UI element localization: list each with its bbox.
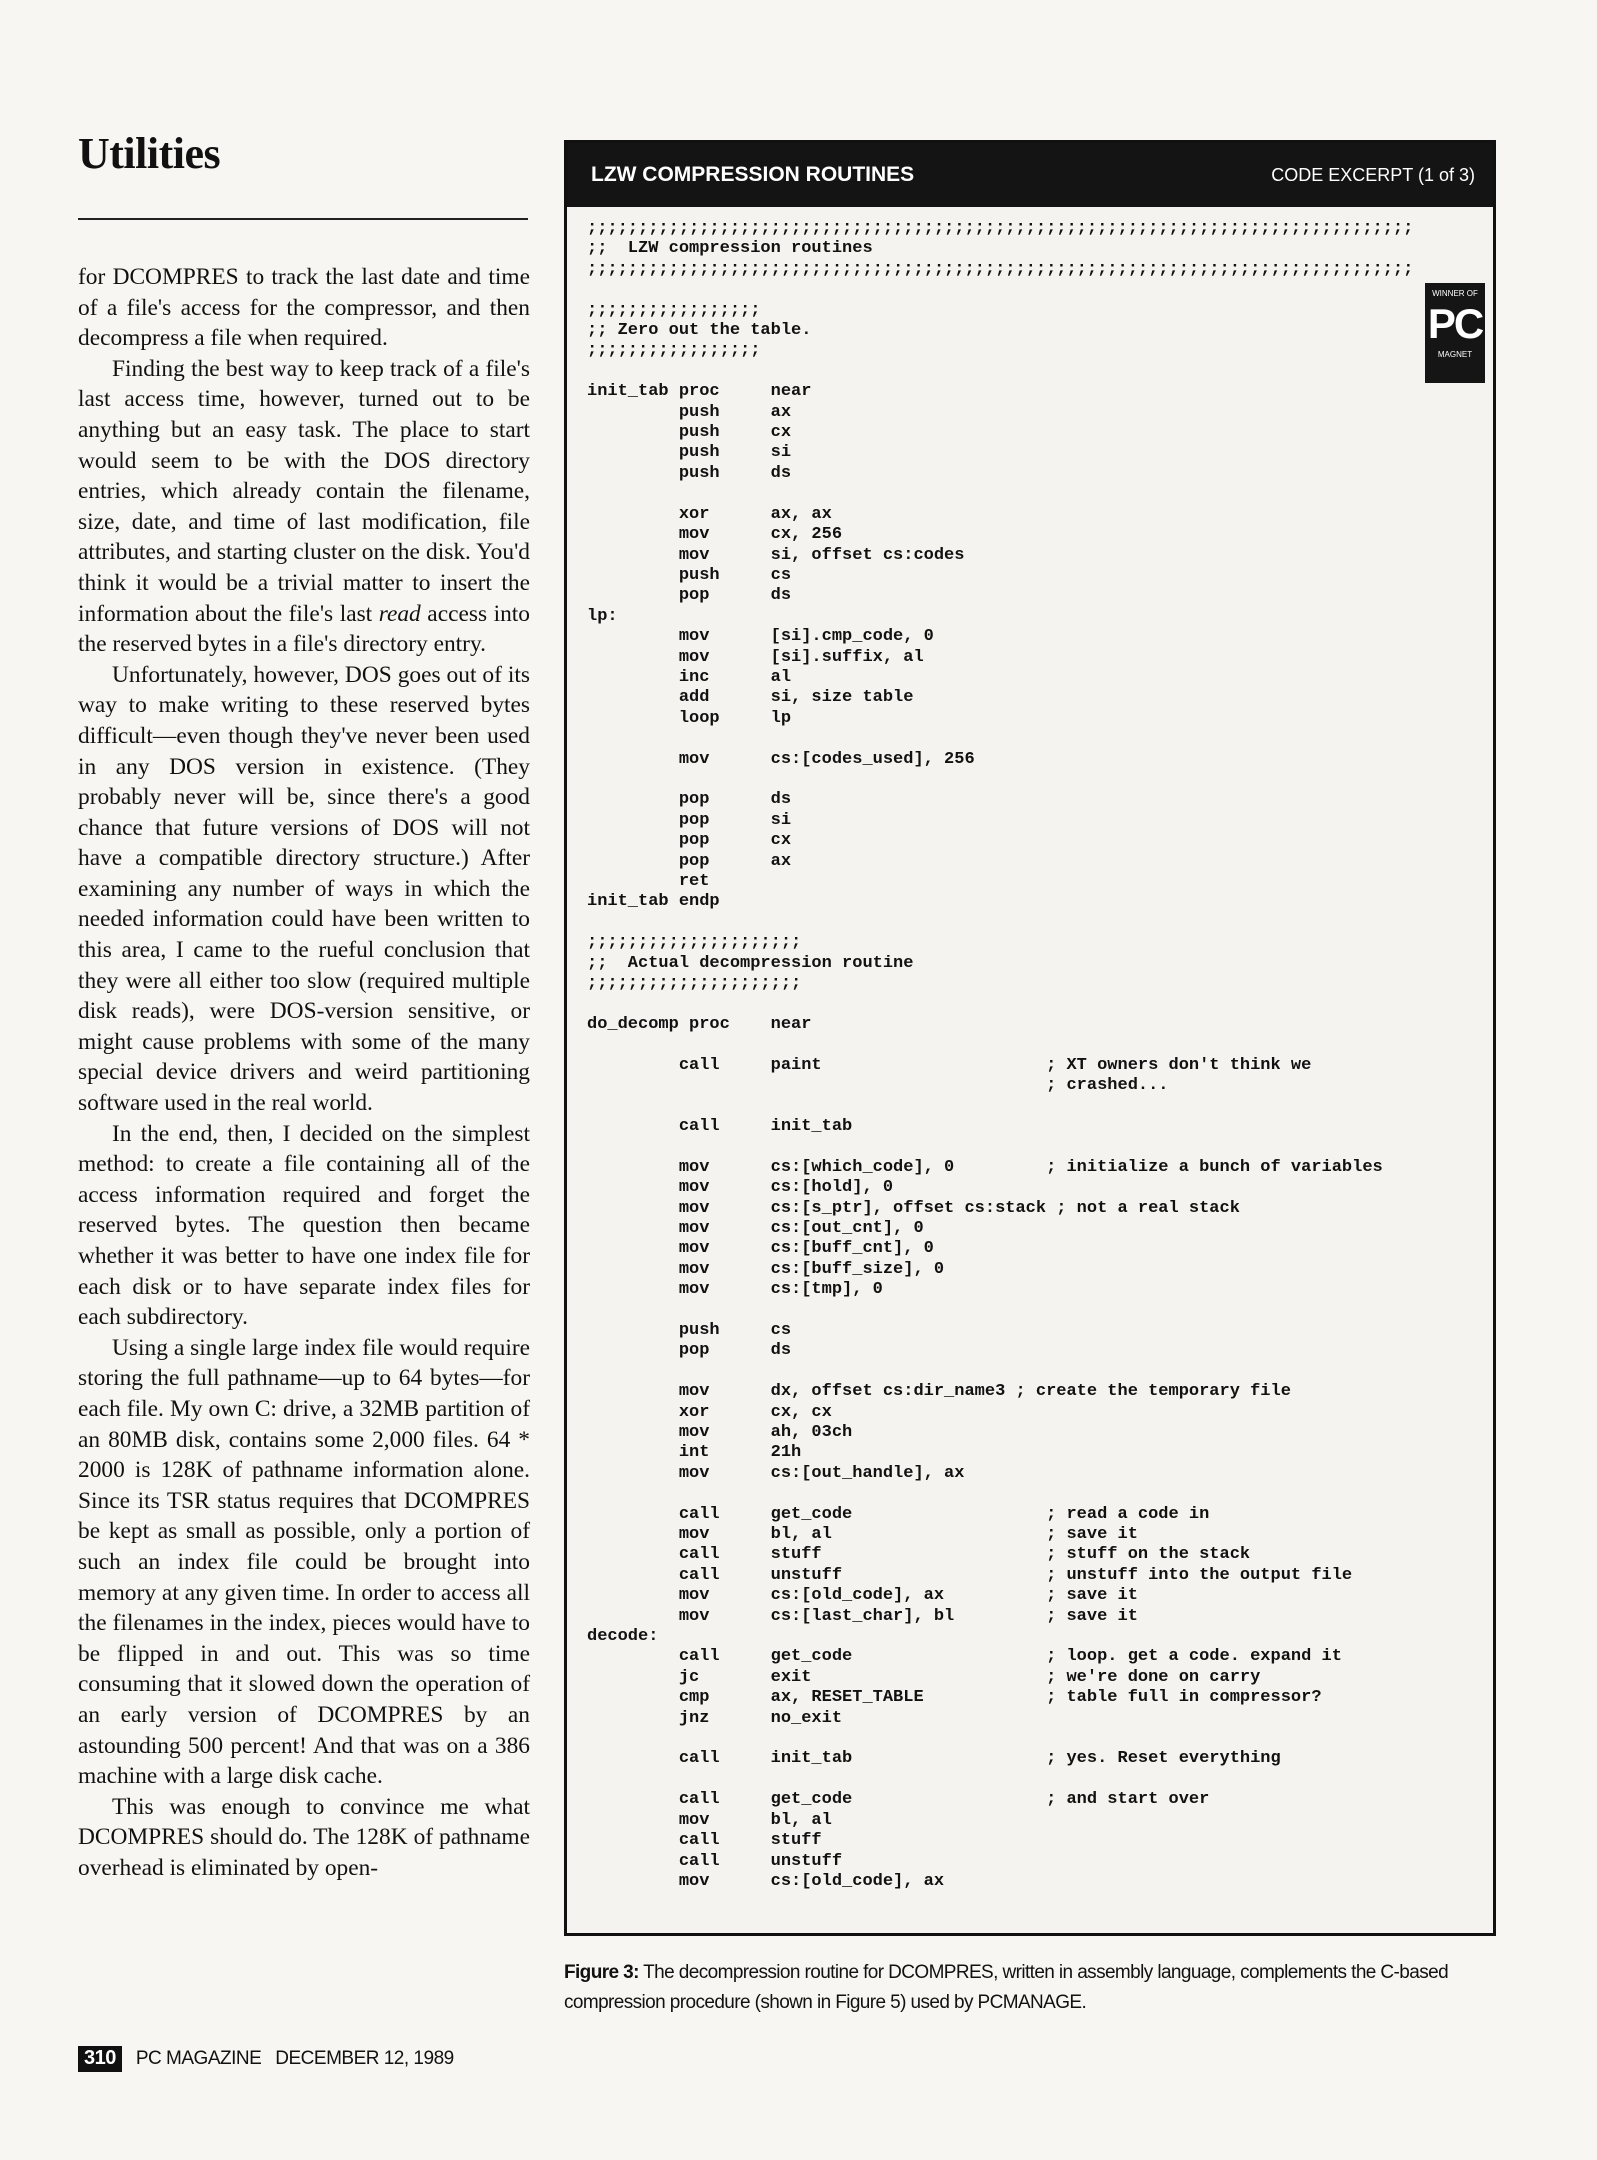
code-line: decode: bbox=[587, 1627, 659, 1647]
code-line: push cs bbox=[587, 565, 792, 585]
code-line: mov cs:[s_ptr], offset cs:stack ; not a real stack bbox=[587, 1198, 1240, 1218]
code-line: mov cs:[last_char], bl ; save it bbox=[587, 1606, 1138, 1626]
issue-date: DECEMBER 12, 1989 bbox=[275, 2048, 454, 2069]
body-paragraph bbox=[78, 1333, 530, 1792]
badge-bottom-text: MAGNET bbox=[1437, 350, 1473, 359]
code-line: mov si, offset cs:codes bbox=[587, 545, 965, 565]
code-line: mov bl, al ; save it bbox=[587, 1525, 1138, 1544]
code-line: ret bbox=[587, 872, 710, 891]
code-line: ;;;;;;;;;;;;;;;;;;;;; bbox=[587, 974, 802, 994]
code-line: ;;;;;;;;;;;;;;;;;;;;;;;;;;;;;;;;;;;;;;;;;;;;;;;;;;;;;;;;;;;;;;;;;;;;;;;;;;;;;;;;; bbox=[587, 259, 1414, 279]
code-line bbox=[587, 994, 597, 1013]
code-line: ;;;;;;;;;;;;;;;;; bbox=[587, 300, 761, 320]
code-line: pop si bbox=[587, 810, 792, 830]
code-line: mov cs:[buff_cnt], 0 bbox=[587, 1239, 934, 1259]
section-title: Utilities bbox=[78, 129, 221, 178]
code-line: push cx bbox=[587, 423, 792, 443]
code-line: inc al bbox=[587, 667, 792, 687]
badge-top-text: WINNER OF bbox=[1432, 289, 1478, 298]
badge-main-text: PC bbox=[1427, 300, 1483, 347]
code-line: mov dx, offset cs:dir_name3 ; create the temporary file bbox=[587, 1382, 1291, 1402]
code-line: lp: bbox=[587, 606, 618, 626]
code-line: init_tab proc near bbox=[587, 382, 812, 402]
page-number: 310 bbox=[78, 2046, 122, 2072]
code-line bbox=[587, 362, 597, 381]
code-line: mov cs:[old_code], ax ; save it bbox=[587, 1586, 1138, 1606]
code-line: call init_tab ; yes. Reset everything bbox=[587, 1749, 1281, 1769]
article-body bbox=[78, 262, 530, 1883]
code-line: mov cx, 256 bbox=[587, 525, 843, 545]
code-line: xor cx, cx bbox=[587, 1402, 832, 1422]
code-line: push si bbox=[587, 443, 792, 463]
code-line: jnz no_exit bbox=[587, 1708, 843, 1728]
code-line: mov cs:[out_handle], ax bbox=[587, 1463, 965, 1483]
code-line: cmp ax, RESET_TABLE ; table full in compressor? bbox=[587, 1688, 1322, 1708]
code-line: ;; Actual decompression routine bbox=[587, 953, 914, 973]
code-excerpt-label: CODE EXCERPT (1 of 3) bbox=[1271, 164, 1475, 185]
body-paragraph bbox=[78, 1119, 530, 1333]
code-listing-header bbox=[567, 143, 1493, 207]
code-line bbox=[587, 1137, 597, 1156]
body-paragraph bbox=[78, 354, 530, 660]
code-line: mov cs:[which_code], 0 ; initialize a bunch of variables bbox=[587, 1157, 1383, 1177]
figure-label: Figure 3: bbox=[564, 1962, 639, 1983]
code-line: mov [si].cmp_code, 0 bbox=[587, 627, 934, 647]
code-line bbox=[587, 1770, 597, 1789]
code-line: push ax bbox=[587, 402, 792, 422]
code-line: jc exit ; we're done on carry bbox=[587, 1667, 1261, 1687]
code-line: pop ds bbox=[587, 790, 792, 810]
code-line: mov cs:[buff_size], 0 bbox=[587, 1259, 945, 1279]
code-listing-box bbox=[564, 140, 1496, 1936]
body-paragraph bbox=[78, 262, 530, 354]
code-line: call get_code ; loop. get a code. expand it bbox=[587, 1647, 1342, 1667]
code-line: push cs bbox=[587, 1320, 792, 1340]
code-line: mov bl, al bbox=[587, 1810, 832, 1830]
paragraph-text: This was enough to convince me what DCOMPRES should do. The 128K of pathname overhead is eliminated by open- bbox=[78, 1793, 530, 1881]
code-line bbox=[587, 1096, 597, 1115]
paragraph-text: for DCOMPRES to track the last date and time of a file's access for the compressor, and then decompress a file when required. bbox=[78, 264, 530, 352]
paragraph-text: In the end, then, I decided on the simplest method: to create a file containing all of the access information required and forget the reserved bytes. The question then became whether it was better to have one index file for each disk or to have separate index files for each subdirectory. bbox=[78, 1120, 530, 1331]
code-line: pop ds bbox=[587, 586, 792, 606]
code-line: call init_tab bbox=[587, 1116, 853, 1136]
code-line: push ds bbox=[587, 463, 792, 483]
paragraph-text: access into the reserved bytes in a file's directory entry. bbox=[78, 600, 530, 658]
code-line: ;;;;;;;;;;;;;;;;;;;;;;;;;;;;;;;;;;;;;;;;;;;;;;;;;;;;;;;;;;;;;;;;;;;;;;;;;;;;;;;;; bbox=[587, 219, 1414, 238]
code-line: call paint ; XT owners don't think we bbox=[587, 1055, 1312, 1075]
code-line bbox=[587, 484, 597, 503]
code-line: mov cs:[tmp], 0 bbox=[587, 1280, 883, 1300]
code-line: pop ds bbox=[587, 1341, 792, 1361]
code-line: call get_code ; and start over bbox=[587, 1790, 1210, 1810]
code-line bbox=[587, 280, 597, 299]
code-line: call stuff bbox=[587, 1831, 822, 1851]
paragraph-text: Finding the best way to keep track of a file's last access time, however, turned out to be anything but an easy task. The place to start would seem to be with the DOS directory entries, which already contain the filename, size, date, and time of last modification, file attributes, and starting cluster on the disk. You'd think it would be a trivial matter to insert the information about the file's last bbox=[78, 355, 530, 627]
code-line bbox=[587, 1035, 597, 1054]
figure-caption bbox=[564, 1958, 1504, 2018]
page-footer bbox=[78, 2046, 454, 2072]
code-line: ;; LZW compression routines bbox=[587, 239, 873, 259]
assembly-code bbox=[587, 219, 1493, 1892]
pc-magnet-badge bbox=[1425, 283, 1485, 383]
publication-name: PC MAGAZINE bbox=[135, 2048, 262, 2069]
paragraph-text: Unfortunately, however, DOS goes out of its way to make writing to these reserved bytes difficult—even though they've never been used in any DOS version in existence. (They probably never will be, since there's a good chance that future versions of DOS will not have a compatible directory structure.) After examining any number of ways in which the needed information could have been written to this area, I came to the rueful conclusion that they were all either too slow (required multiple disk reads), were DOS-version sensitive, or might cause problems with some of the many special device drivers and weird partitioning software used in the real world. bbox=[78, 661, 530, 1117]
code-line: pop cx bbox=[587, 831, 792, 851]
code-line: mov cs:[codes_used], 256 bbox=[587, 749, 975, 769]
code-line: call unstuff ; unstuff into the output file bbox=[587, 1565, 1353, 1585]
code-line: add si, size table bbox=[587, 688, 914, 708]
body-paragraph bbox=[78, 660, 530, 1119]
code-line: mov ah, 03ch bbox=[587, 1422, 853, 1442]
code-listing-body bbox=[567, 207, 1493, 1892]
code-listing-title: LZW COMPRESSION ROUTINES bbox=[591, 163, 915, 186]
code-line: int 21h bbox=[587, 1443, 802, 1463]
code-line: xor ax, ax bbox=[587, 504, 832, 524]
code-line bbox=[587, 1729, 597, 1748]
code-line: call unstuff bbox=[587, 1851, 843, 1871]
code-line bbox=[587, 729, 597, 748]
figure-caption-text: The decompression routine for DCOMPRES, written in assembly language, complements the C-based compression procedure (shown in Figure 5) used by PCMANAGE. bbox=[564, 1962, 1449, 2013]
code-line bbox=[587, 770, 597, 789]
code-line: ;;;;;;;;;;;;;;;;;;;;; bbox=[587, 933, 802, 953]
body-paragraph bbox=[78, 1792, 530, 1884]
code-line: call stuff ; stuff on the stack bbox=[587, 1545, 1251, 1565]
title-rule bbox=[78, 218, 528, 220]
paragraph-text: Using a single large index file would require storing the full pathname—up to 64 bytes—for each file. My own C: drive, a 32MB partition of an 80MB disk, contains some 2,000 files. 64 * 2000 is 128K of pathname information alone. Since its TSR status requires that DCOMPRES be kept as small as possible, only a portion of such an index file could be brought into memory at any given time. In order to access all the filenames in the index, pieces would have to be flipped in and out. This was so time consuming that it slowed down the operation of an early version of DCOMPRES by an astounding 500 percent! And that was on a 386 machine with a large disk cache. bbox=[78, 1334, 530, 1790]
code-line: ;; Zero out the table. bbox=[587, 321, 812, 341]
code-line bbox=[587, 1301, 597, 1320]
code-line: mov cs:[hold], 0 bbox=[587, 1178, 894, 1198]
emphasized-text: read bbox=[378, 600, 421, 627]
code-line: mov cs:[out_cnt], 0 bbox=[587, 1218, 924, 1238]
code-line: init_tab endp bbox=[587, 892, 720, 912]
code-line: mov cs:[old_code], ax bbox=[587, 1871, 945, 1891]
code-line bbox=[587, 1484, 597, 1503]
code-line: call get_code ; read a code in bbox=[587, 1504, 1210, 1524]
code-line bbox=[587, 913, 597, 932]
code-line: ;;;;;;;;;;;;;;;;; bbox=[587, 341, 761, 361]
code-line: pop ax bbox=[587, 851, 792, 871]
code-line: do_decomp proc near bbox=[587, 1014, 812, 1034]
code-line: loop lp bbox=[587, 708, 792, 728]
code-line: mov [si].suffix, al bbox=[587, 647, 924, 667]
code-line bbox=[587, 1362, 597, 1381]
code-line: ; crashed... bbox=[587, 1076, 1169, 1096]
